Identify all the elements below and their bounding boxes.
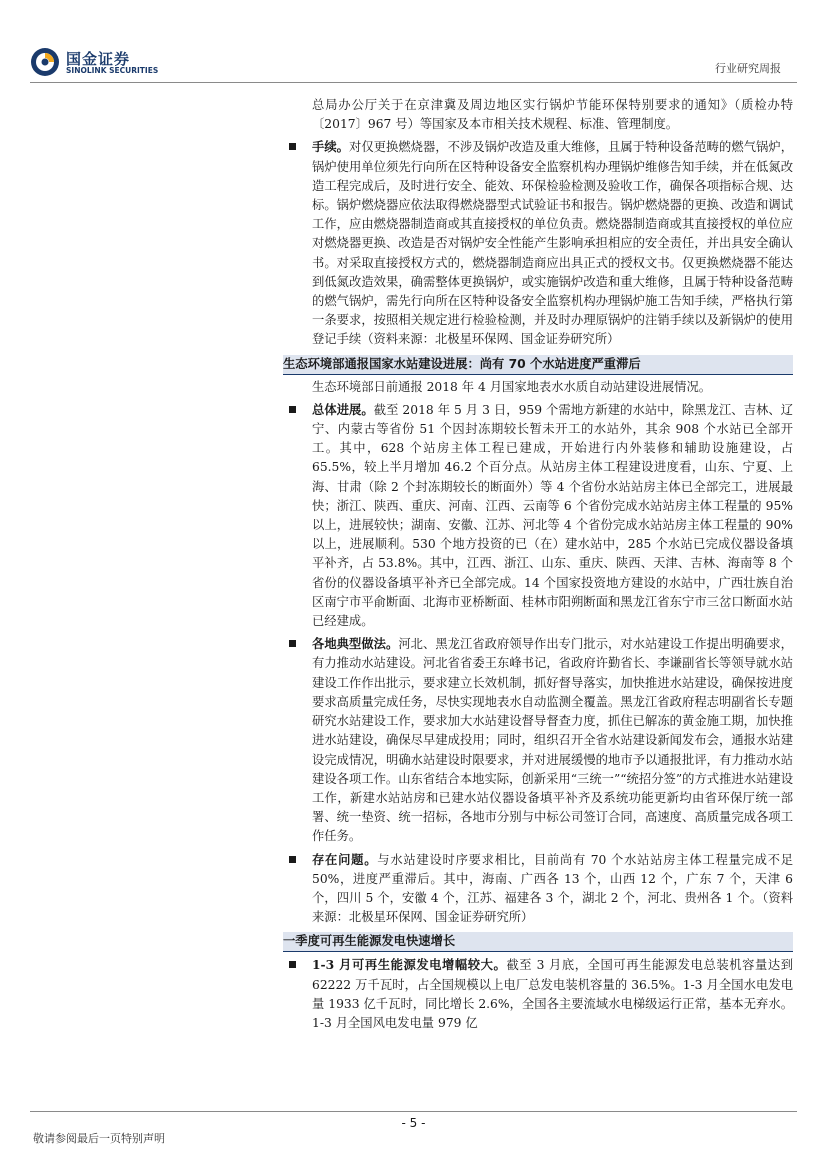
company-logo [30,47,159,77]
square-bullet-icon [289,143,296,150]
page-number: - 5 - [401,1116,426,1130]
bullet-lead: 总体进展。 [312,401,374,417]
report-body [283,96,793,1033]
header-divider [30,82,797,83]
disclaimer-note: 敬请参阅最后一页特别声明 [33,1132,165,1145]
square-bullet-icon [289,406,296,413]
bullet-paragraph [287,955,793,1033]
bullet-paragraph [287,400,793,631]
square-bullet-icon [289,640,296,647]
section-heading: 一季度可再生能源发电快速增长 [283,932,793,952]
report-type: 行业研究周报 [715,62,781,75]
bullet-lead: 1-3 月可再生能源发电增幅较大。 [312,957,507,973]
bullet-text: 对仅更换燃烧器，不涉及锅炉改造及重大维修，且属于特种设备范畴的燃气锅炉，锅炉使用单位须先行向所在区特种设备安全监察机构办理锅炉维修告知手续，并在低氮改造工程完成后，及时进行安全、能效、环保检验检测及验收工作，确保各项指标合规、达标。锅炉燃烧器应依法取得燃烧器型式试验证书和报告。锅炉燃烧器的更换、改造和调试工作，应由燃烧器制造商或其直接授权的单位负责。燃烧器制造商或其直接授权的单位应对燃烧器更换、改造是否对锅炉安全性能产生影响承担相应的安全责任，并出具安全确认书。对采取直接授权方式的，燃烧器制造商应出具正式的授权文书。仅更换燃烧器不能达到低氮改造效果，确需整体更换锅炉，或实施锅炉改造和重大维修，且属于特种设备范畴的燃气锅炉，需先行向所在区特种设备安全监察机构办理锅炉施工告知手续，严格执行第一条要求，按照相关规定进行检验检测，并及时办理原锅炉的注销手续以及新锅炉的使用登记手续（资料来源：北极星环保网、国金证券研究所） [312,140,793,347]
paragraph-continuation: 总局办公厅关于在京津冀及周边地区实行锅炉节能环保特别要求的通知》（质检办特〔2017〕967 号）等国家及本市相关技术规程、标准、管理制度。 [312,98,793,132]
logo-english-name: SINOLINK SECURITIES [66,66,159,75]
sinolink-logo-icon [30,47,60,77]
logo-chinese-name: 国金证券 [66,50,131,68]
bullet-paragraph [287,850,793,928]
bullet-text: 截至 3 月底，全国可再生能源发电总装机容量达到 62222 万千瓦时，占全国规模以上电厂总发电装机容量的 36.5%。1-3 月全国水电发电量 1933 亿千瓦时，同比增长 2.6%，全国各主要流域水电梯级运行正常，基本无弃水。1-3 月全国风电发电量 979 亿 [312,958,793,1030]
paragraph: 生态环境部日前通报 2018 年 4 月国家地表水水质自动站建设进展情况。 [312,379,712,394]
bullet-text: 截至 2018 年 5 月 3 日，959 个需地方新建的水站中，除黑龙江、吉林、辽宁、内蒙古等省份 51 个因封冻期较长暂未开工的水站外，其余 908 个水站已全部开工。其中，628 个站房主体工程已建成，开始进行内外装修和辅助设施建设，占 65.5%，较上半月增加 46.2 个百分点。从站房主体工程建设进度看，山东、宁夏、上海、甘肃（除 2 个封冻期较长的断面外）等 4 个省份水站站房主体已全部完工，进展最快；浙江、陕西、重庆、河南、江西、云南等 6 个省份完成水站站房主体工程量的 95%以上，进展较快；湖南、安徽、江苏、河北等 4 个省份完成水站站房主体工程量的 90%以上，进展顺利。530 个地方投资的已（在）建水站中，285 个水站已完成仪器设备填平补齐，占 53.8%。其中，江西、浙江、山东、重庆、陕西、天津、吉林、海南等 8 个省份的仪器设备填平补齐已全部完成。14 个国家投资地方建设的水站中，广西壮族自治区南宁市平俞断面、北海市亚桥断面、桂林市阳朔断面和黑龙江省东宁市三岔口断面水站已经建成。 [312,402,793,629]
bullet-paragraph [287,137,793,349]
section-heading: 生态环境部通报国家水站建设进展：尚有 70 个水站进度严重滞后 [283,355,793,375]
bullet-lead: 手续。 [312,139,350,155]
bullet-lead: 各地典型做法。 [312,636,399,652]
page-header [0,0,827,86]
bullet-lead: 存在问题。 [312,851,378,867]
bullet-text: 与水站建设时序要求相比，目前尚有 70 个水站站房主体工程量完成不足 50%，进度严重滞后。其中，海南、广西各 13 个，山西 12 个，广东 7 个，天津 6 个，四川 5 个，安徽 4 个，江苏、福建各 3 个，湖北 2 个，河北、贵州各 1 个。（资料来源：北极星环保网、国金证券研究所） [312,852,793,925]
square-bullet-icon [289,856,296,863]
bullet-text: 河北、黑龙江省政府领导作出专门批示，对水站建设工作提出明确要求，有力推动水站建设。河北省省委王东峰书记，省政府许勤省长、李谦副省长等领导就水站建设工作作出批示，要求建立长效机制，抓好督导落实，加快推进水站建设，确保按进度要求高质量完成任务，尽快实现地表水自动监测全覆盖。黑龙江省政府程志明副省长专题研究水站建设工作，要求加大水站建设督导督查力度，抓住已解冻的黄金施工期，加快推进水站建设，确保尽早建成投用；同时，组织召开全省水站建设新闻发布会，通报水站建设完成情况，明确水站建设时限要求，并对进展缓慢的地市予以通报批评，有力推动水站建设各项工作。山东省结合本地实际，创新采用“三统一”“统招分签”的方式推进水站建设工作，新建水站站房和已建水站仪器设备填平补齐及系统功能更新均由省环保厅统一部署、统一垫资、统一招标，各地市分别与中标公司签订合同，高速度、高质量完成各项工作任务。 [312,637,793,844]
square-bullet-icon [289,961,296,968]
bullet-paragraph [287,634,793,846]
footer-divider [30,1111,797,1112]
